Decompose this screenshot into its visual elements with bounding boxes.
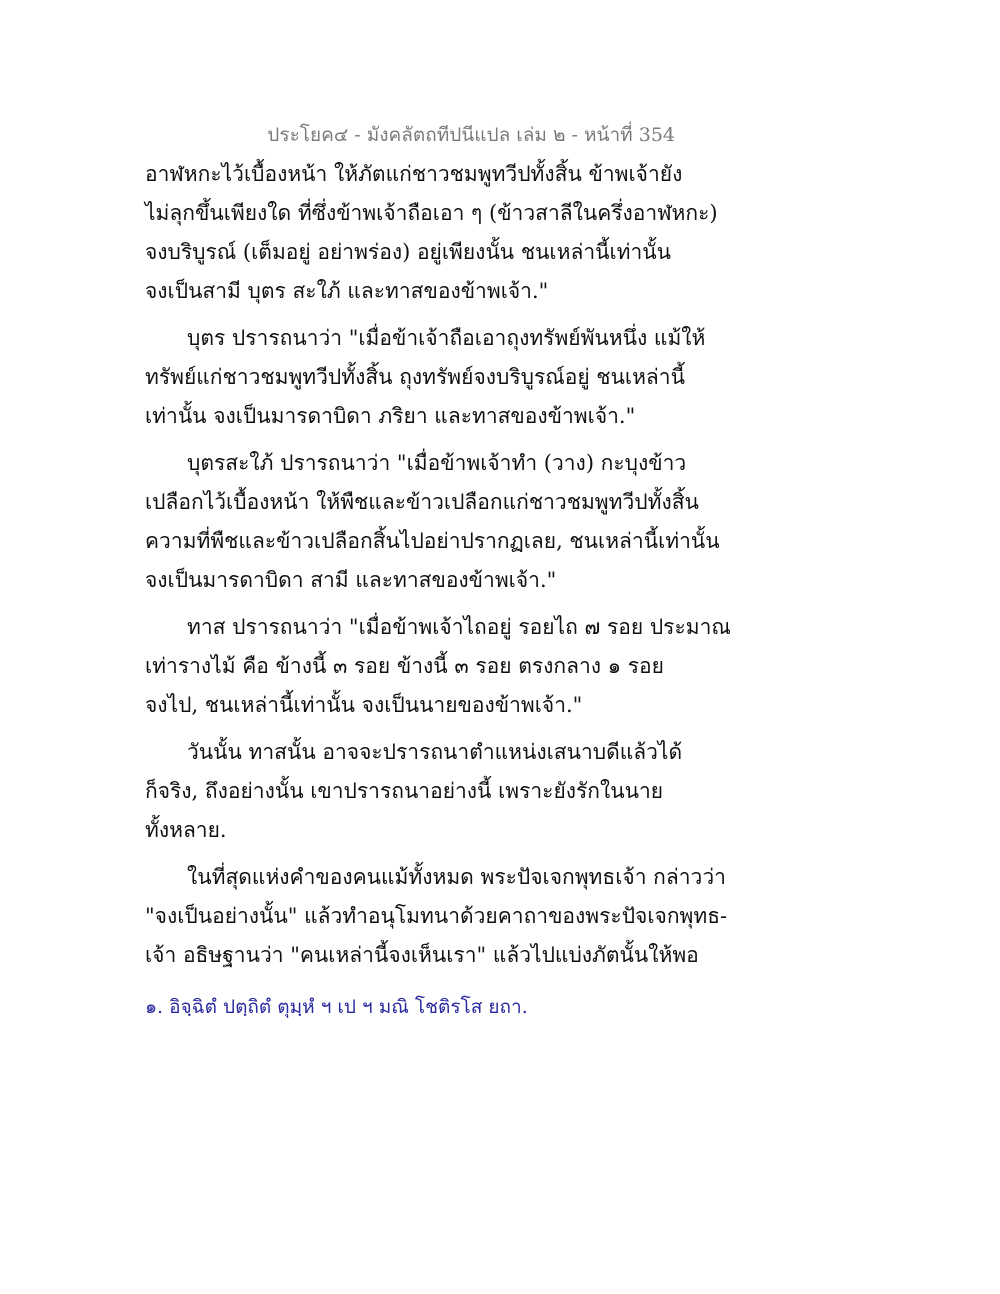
paragraph (145, 444, 720, 600)
text-line: จงเป็นมารดาบิดา สามี และทาสของข้าพเจ้า." (145, 568, 557, 592)
body-text (145, 155, 731, 975)
text-line: บุตร ปรารถนาว่า "เมื่อข้าเจ้าถือเอาถุงทรัพย์พันหนึ่ง แม้ให้ (187, 326, 706, 350)
text-line: อาฬหกะไว้เบื้องหน้า ให้ภัตแก่ชาวชมพูทวีปทั้งสิ้น ข้าพเจ้ายัง (145, 162, 683, 186)
text-line: ก็จริง, ถึงอย่างนั้น เขาปรารถนาอย่างนี้ เพราะยังรักในนาย (145, 779, 664, 803)
paragraph (145, 608, 731, 725)
text-line: "จงเป็นอย่างนั้น" แล้วทำอนุโมทนาด้วยคาถาของพระปัจเจกพุทธ- (145, 904, 728, 928)
text-line: เจ้า อธิษฐานว่า "คนเหล่านี้จงเห็นเรา" แล้วไปแบ่งภัตนั้นให้พอ (145, 943, 699, 967)
text-line: บุตรสะใภ้ ปรารถนาว่า "เมื่อข้าพเจ้าทำ (วาง) กะบุงข้าว (187, 451, 687, 475)
paragraph (145, 155, 718, 311)
text-line: ความที่พืชและข้าวเปลือกสิ้นไปอย่าปรากฏเลย, ชนเหล่านี้เท่านั้น (145, 529, 720, 553)
text-line: ไม่ลุกขึ้นเพียงใด ที่ซึ่งข้าพเจ้าถือเอา ๆ (ข้าวสาลีในครึ่งอาฬหกะ) (145, 201, 718, 225)
text-line: จงเป็นสามี บุตร สะใภ้ และทาสของข้าพเจ้า." (145, 279, 549, 303)
text-line: วันนั้น ทาสนั้น อาจจะปรารถนาตำแหน่งเสนาบดีแล้วได้ (187, 740, 683, 764)
text-line: จงบริบูรณ์ (เต็มอยู่ อย่าพร่อง) อยู่เพียงนั้น ชนเหล่านี้เท่านั้น (145, 240, 671, 264)
text-line: เท่านั้น จงเป็นมารดาบิดา ภริยา และทาสของข้าพเจ้า." (145, 404, 636, 428)
paragraph (145, 858, 728, 975)
text-line: เปลือกไว้เบื้องหน้า ให้พืชและข้าวเปลือกแก่ชาวชมพูทวีปทั้งสิ้น (145, 490, 699, 514)
footnote: ๑. อิจฺฉิตํ ปตฺถิตํ ตุมฺหํ ฯ เป ฯ มณิ โชติรโส ยถา. (145, 996, 528, 1018)
paragraph (145, 319, 706, 436)
text-line: ในที่สุดแห่งคำของคนแม้ทั้งหมด พระปัจเจกพุทธเจ้า กล่าวว่า (187, 865, 726, 889)
paragraph (145, 733, 690, 850)
text-line: ทั้งหลาย. (145, 818, 227, 842)
text-line: ทรัพย์แก่ชาวชมพูทวีปทั้งสิ้น ถุงทรัพย์จงบริบูรณ์อยู่ ชนเหล่านี้ (145, 365, 685, 389)
page-header: ประโยค๔ - มังคลัตถทีปนีแปล เล่ม ๒ - หน้าที่ 354 (267, 124, 675, 146)
text-line: เท่ารางไม้ คือ ข้างนี้ ๓ รอย ข้างนี้ ๓ รอย ตรงกลาง ๑ รอย (145, 654, 664, 678)
text-line: ทาส ปรารถนาว่า "เมื่อข้าพเจ้าไถอยู่ รอยไถ ๗ รอย ประมาณ (187, 615, 731, 639)
text-line: จงไป, ชนเหล่านี้เท่านั้น จงเป็นนายของข้าพเจ้า." (145, 693, 583, 717)
